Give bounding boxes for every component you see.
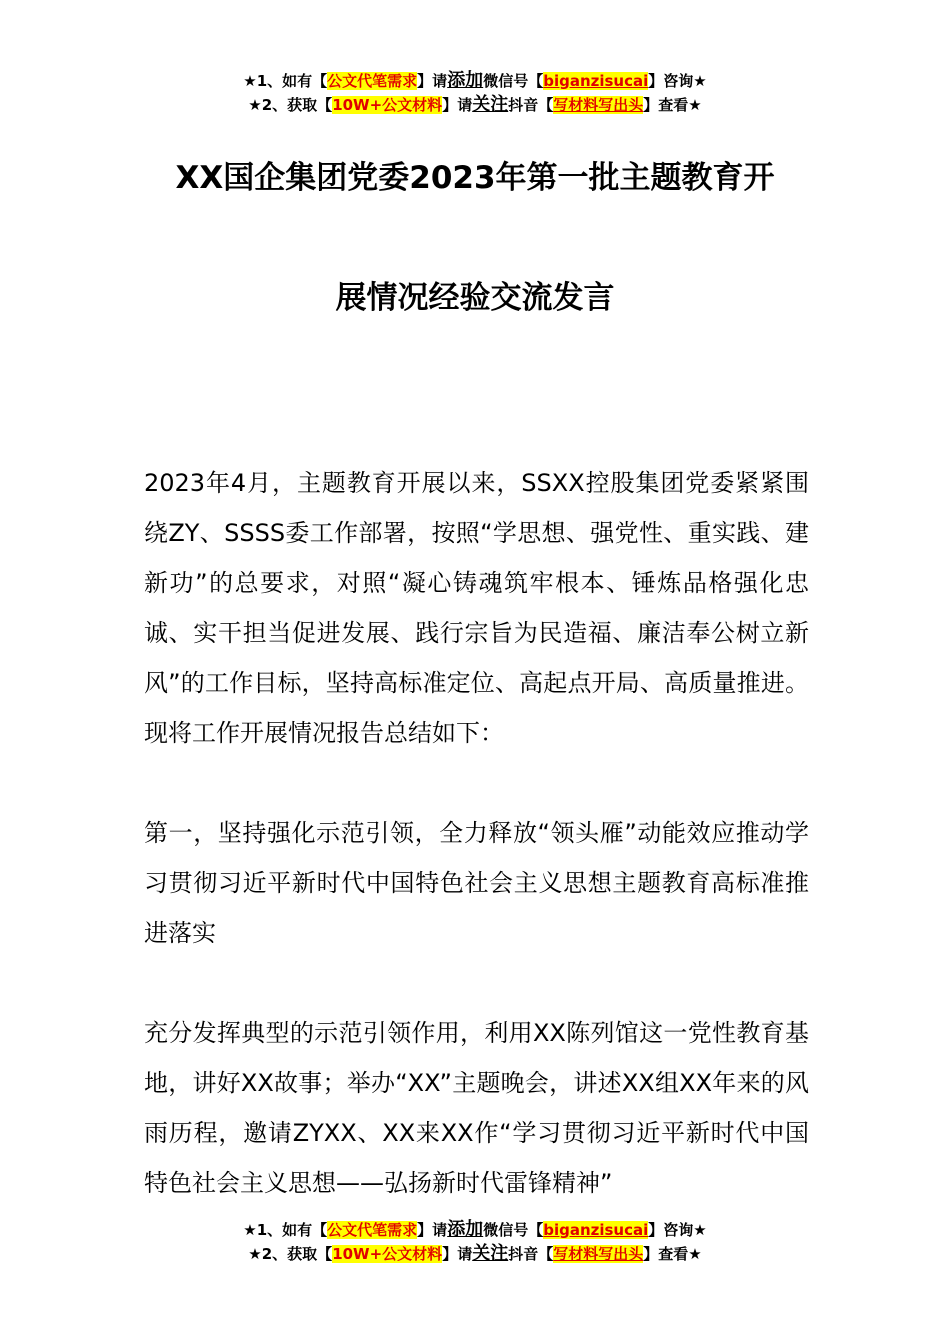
ad-text: 】查看★	[643, 1245, 702, 1263]
ad-highlight: 公文代笔需求	[327, 1221, 418, 1239]
ad-text: 】请	[442, 96, 473, 114]
document-body	[144, 458, 809, 1258]
ad-text: 抖音【	[508, 1245, 554, 1263]
ad-text: 】请	[442, 1245, 473, 1263]
ad-text: 微信号【	[483, 72, 544, 90]
ad-text: 】咨询★	[648, 1221, 707, 1239]
ad-wechat-id: biganzisucai	[543, 72, 649, 90]
ad-line-1	[0, 1218, 950, 1242]
section-heading: 第一，坚持强化示范引领，全力释放“领头雁”动能效应推动学习贯彻习近平新时代中国特色社会主义思想主题教育高标准推进落实	[144, 819, 809, 947]
paragraph: 2023年4月，主题教育开展以来，SSXX控股集团党委紧紧围绕ZY、SSSS委工作部署，按照“学思想、强党性、重实践、建新功”的总要求，对照“凝心铸魂筑牢根本、锤炼品格强化忠诚、实干担当促进发展、践行宗旨为民造福、廉洁奉公树立新风”的工作目标，坚持高标准定位、高起点开局、高质量推进。现将工作开展情况报告总结如下：	[144, 469, 809, 747]
ad-text: 】咨询★	[648, 72, 707, 90]
ad-emphasis: 添加	[447, 1219, 484, 1240]
ad-text: 微信号【	[483, 1221, 544, 1239]
ad-text: 】请	[417, 72, 448, 90]
ad-text: 】请	[417, 1221, 448, 1239]
ad-highlight: 公文代笔需求	[327, 72, 418, 90]
ad-text: 】查看★	[643, 96, 702, 114]
ad-text: ★1、如有【	[243, 72, 328, 90]
ad-wechat-id: biganzisucai	[543, 1221, 649, 1239]
paragraph: 充分发挥典型的示范引领作用，利用XX陈列馆这一党性教育基地，讲好XX故事；举办“XX”主题晚会，讲述XX组XX年来的风雨历程，邀请ZYXX、XX来XX作“学习贯彻习近平新时代中国特色社会主义思想——弘扬新时代雷锋精神”	[144, 1019, 809, 1197]
ad-highlight: 10W+公文材料	[332, 1245, 443, 1263]
document-title-line-2: 展情况经验交流发言	[335, 280, 615, 316]
ad-douyin-id: 写材料写出头	[553, 1245, 644, 1263]
document-title-line-1: XX国企集团党委2023年第一批主题教育开	[175, 160, 775, 196]
ad-text: ★1、如有【	[243, 1221, 328, 1239]
ad-text: ★2、获取【	[248, 1245, 333, 1263]
ad-header	[0, 69, 950, 117]
ad-emphasis: 添加	[447, 70, 484, 91]
ad-text: 抖音【	[508, 96, 554, 114]
ad-emphasis: 关注	[472, 94, 509, 115]
ad-highlight: 10W+公文材料	[332, 96, 443, 114]
ad-text: ★2、获取【	[248, 96, 333, 114]
ad-line-2	[0, 93, 950, 117]
ad-douyin-id: 写材料写出头	[553, 96, 644, 114]
ad-footer	[0, 1218, 950, 1266]
ad-line-1	[0, 69, 950, 93]
ad-line-2	[0, 1242, 950, 1266]
ad-emphasis: 关注	[472, 1243, 509, 1264]
